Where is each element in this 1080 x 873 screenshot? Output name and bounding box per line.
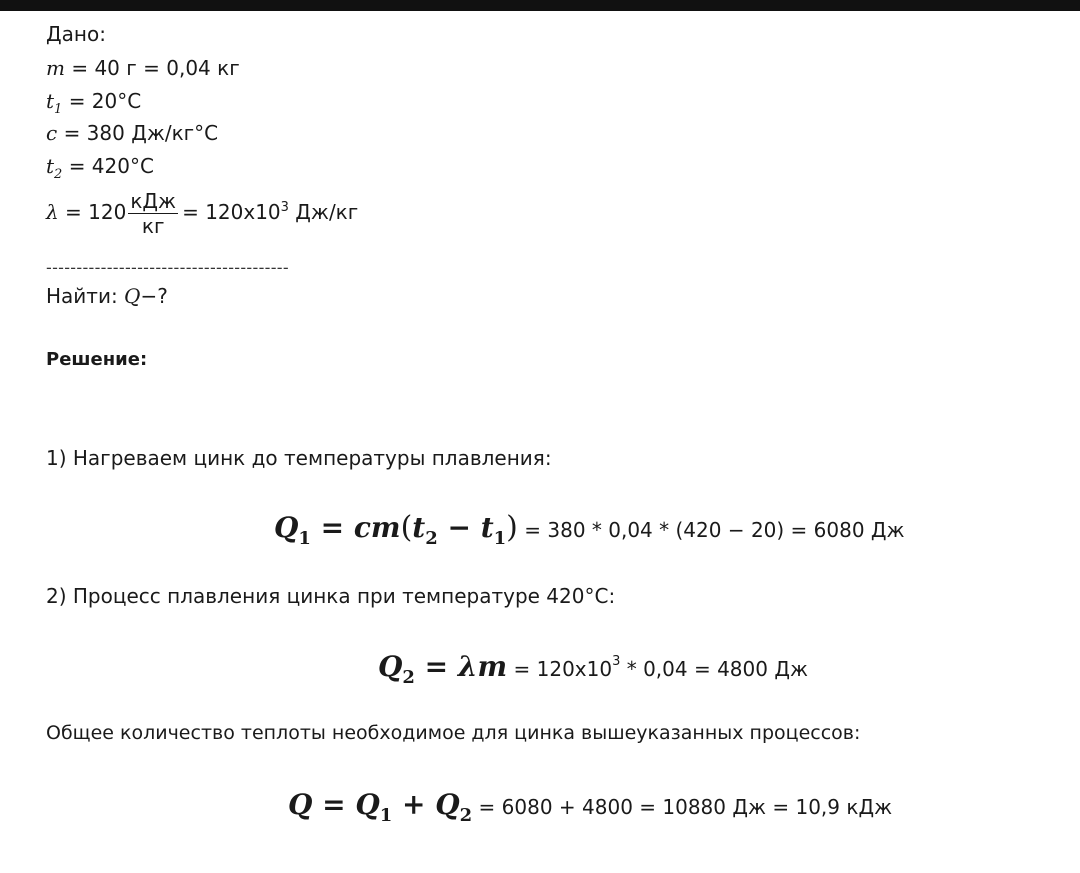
divider: ---------------------------------------- <box>46 258 289 277</box>
eq2-value-b: * 0,04 = 4800 Дж <box>620 657 808 681</box>
lambda-symbol: λ <box>46 200 59 224</box>
eq2-value-a: = 120х10 <box>507 657 613 681</box>
lambda-numerator: кДж <box>130 189 177 213</box>
lambda-post-a: = 120х10 <box>182 200 281 224</box>
given-mass <box>46 56 240 80</box>
given-lambda <box>46 188 358 237</box>
lambda-post-b: Дж/кг <box>288 200 359 224</box>
given-heading: Дано: <box>46 22 106 46</box>
mass-value: = 40 г = 0,04 кг <box>71 56 240 80</box>
equation-q2 <box>378 650 808 688</box>
eq2-formula: $Q_2 = \lambda m$ <box>378 650 508 688</box>
find-suffix: −? <box>140 284 168 308</box>
eq3-value: = 6080 + 4800 = 10880 Дж = 10,9 кДж <box>472 795 893 819</box>
lambda-pre: = 120 <box>65 200 127 224</box>
find-label: Найти: <box>46 284 125 308</box>
eq3-formula: $Q = Q_1 + Q_2$ <box>288 788 473 826</box>
equation-q1 <box>274 510 905 549</box>
given-t2 <box>46 154 154 182</box>
given-c <box>46 121 218 145</box>
t1-value: = 20°С <box>68 89 142 113</box>
eq1-formula: $Q_1 = cm(t_2 - t_1)$ <box>274 510 518 549</box>
step2-text: 2) Процесс плавления цинка при температуре 420°С: <box>46 584 616 608</box>
lambda-exponent: 3 <box>280 200 289 215</box>
given-t1 <box>46 89 142 117</box>
total-text: Общее количество теплоты необходимое для цинка вышеуказанных процессов: <box>46 722 861 744</box>
step1-text: 1) Нагреваем цинк до температуры плавления: <box>46 446 552 470</box>
equation-total <box>288 788 893 826</box>
eq2-exponent: 3 <box>612 654 621 669</box>
mass-symbol: m <box>46 56 65 80</box>
t1-symbol: $t_1$ <box>46 89 63 117</box>
find-value: Q <box>124 284 141 308</box>
c-value: = 380 Дж/кг°С <box>63 121 219 145</box>
t2-symbol: $t_2$ <box>46 154 63 182</box>
find-line <box>46 284 168 308</box>
lambda-fraction <box>128 190 178 237</box>
c-symbol: c <box>46 121 58 145</box>
t2-value: = 420°С <box>68 154 154 178</box>
lambda-denominator: кг <box>141 214 165 238</box>
top-border <box>0 0 1080 11</box>
solution-heading: Решение: <box>46 349 148 370</box>
eq1-value: = 380 * 0,04 * (420 − 20) = 6080 Дж <box>517 518 905 542</box>
